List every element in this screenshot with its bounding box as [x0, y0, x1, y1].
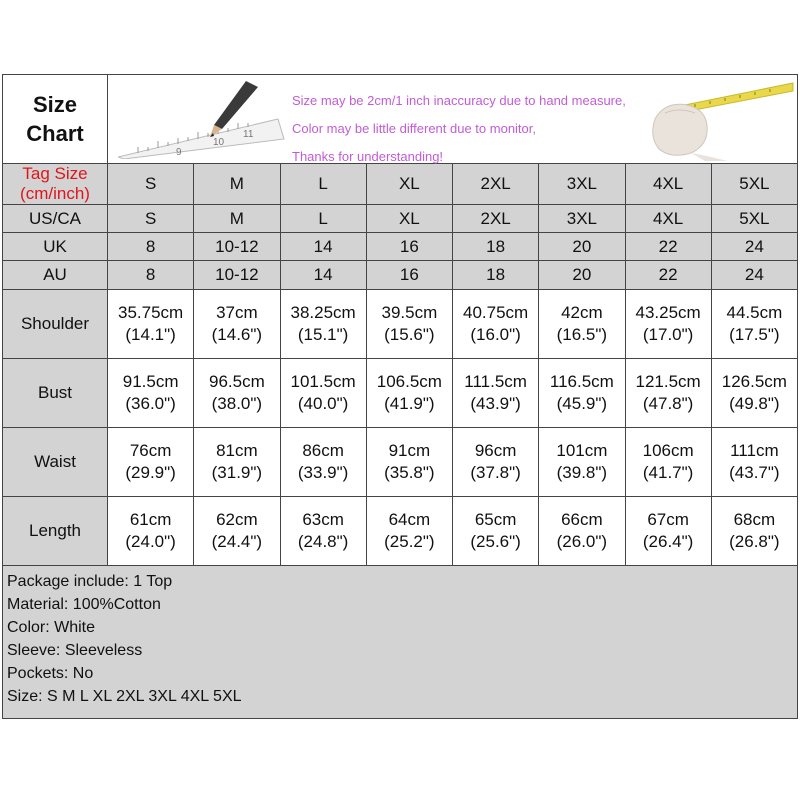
cell: 67cm (26.4")	[625, 497, 711, 566]
cell: XL	[366, 205, 452, 233]
product-info-row	[3, 566, 798, 719]
note-measure: Size may be 2cm/1 inch inaccuracy due to hand measure,	[292, 93, 626, 108]
cell: M	[194, 205, 280, 233]
cell: 10-12	[194, 233, 280, 261]
ruler-mark-9: 9	[176, 147, 182, 158]
row-label-bust: Bust	[3, 359, 108, 428]
cell: 5XL	[711, 205, 797, 233]
cell: 20	[539, 261, 625, 290]
size-col-4xl: 4XL	[625, 164, 711, 205]
cell: 2XL	[453, 205, 539, 233]
size-col-3xl: 3XL	[539, 164, 625, 205]
cell: 18	[453, 261, 539, 290]
cell: 22	[625, 261, 711, 290]
chart-title: Size Chart	[3, 75, 108, 164]
cell: 43.25cm (17.0")	[625, 290, 711, 359]
size-chart	[2, 74, 798, 719]
cell: 3XL	[539, 205, 625, 233]
cell: 40.75cm (16.0")	[453, 290, 539, 359]
cell: 20	[539, 233, 625, 261]
cell: 76cm (29.9")	[108, 428, 194, 497]
cell: 66cm (26.0")	[539, 497, 625, 566]
measuring-tape-hand-illustration	[635, 79, 795, 161]
size-col-s: S	[108, 164, 194, 205]
cell: 65cm (25.6")	[453, 497, 539, 566]
tag-size-label: Tag Size (cm/inch)	[3, 164, 108, 205]
row-label-us-ca: US/CA	[3, 205, 108, 233]
cell: 106cm (41.7")	[625, 428, 711, 497]
cell: L	[280, 205, 366, 233]
cell: 91cm (35.8")	[366, 428, 452, 497]
note-thanks: Thanks for understanding!	[292, 149, 444, 164]
size-table	[2, 74, 798, 719]
cell: 42cm (16.5")	[539, 290, 625, 359]
info-package: Package include: 1 Top	[7, 573, 173, 590]
info-color: Color: White	[7, 619, 96, 636]
cell: 91.5cm (36.0")	[108, 359, 194, 428]
cell: 4XL	[625, 205, 711, 233]
row-label-uk: UK	[3, 233, 108, 261]
cell: 62cm (24.4")	[194, 497, 280, 566]
table-row	[3, 261, 798, 290]
ruler-pencil-illustration	[118, 79, 288, 159]
table-row	[3, 233, 798, 261]
cell: 96.5cm (38.0")	[194, 359, 280, 428]
disclaimer-notes	[292, 87, 626, 171]
cell: 14	[280, 233, 366, 261]
row-label-au: AU	[3, 261, 108, 290]
size-col-xl: XL	[366, 164, 452, 205]
cell: 81cm (31.9")	[194, 428, 280, 497]
table-row	[3, 205, 798, 233]
header-row	[3, 75, 798, 164]
cell: 68cm (26.8")	[711, 497, 797, 566]
ruler-mark-11: 11	[243, 129, 254, 140]
cell: 16	[366, 261, 452, 290]
info-sleeve: Sleeve: Sleeveless	[7, 642, 143, 659]
cell: 8	[108, 233, 194, 261]
cell: 116.5cm (45.9")	[539, 359, 625, 428]
table-row	[3, 359, 798, 428]
cell: 14	[280, 261, 366, 290]
cell: 111cm (43.7")	[711, 428, 797, 497]
ruler-mark-10: 10	[213, 137, 225, 148]
cell: 22	[625, 233, 711, 261]
cell: 64cm (25.2")	[366, 497, 452, 566]
cell: 63cm (24.8")	[280, 497, 366, 566]
product-info	[3, 566, 798, 719]
table-row	[3, 290, 798, 359]
cell: 24	[711, 233, 797, 261]
row-label-length: Length	[3, 497, 108, 566]
table-row	[3, 428, 798, 497]
cell: 61cm (24.0")	[108, 497, 194, 566]
size-col-5xl: 5XL	[711, 164, 797, 205]
cell: 18	[453, 233, 539, 261]
cell: 24	[711, 261, 797, 290]
cell: 38.25cm (15.1")	[280, 290, 366, 359]
info-material: Material: 100%Cotton	[7, 596, 161, 613]
cell: 37cm (14.6")	[194, 290, 280, 359]
cell: 101cm (39.8")	[539, 428, 625, 497]
cell: 126.5cm (49.8")	[711, 359, 797, 428]
cell: 35.75cm (14.1")	[108, 290, 194, 359]
cell: 39.5cm (15.6")	[366, 290, 452, 359]
info-pockets: Pockets: No	[7, 665, 94, 682]
banner	[108, 75, 798, 164]
note-color: Color may be little different due to monitor,	[292, 121, 536, 136]
size-col-l: L	[280, 164, 366, 205]
row-label-shoulder: Shoulder	[3, 290, 108, 359]
row-label-waist: Waist	[3, 428, 108, 497]
table-row	[3, 497, 798, 566]
size-col-2xl: 2XL	[453, 164, 539, 205]
cell: 16	[366, 233, 452, 261]
cell: 106.5cm (41.9")	[366, 359, 452, 428]
cell: 44.5cm (17.5")	[711, 290, 797, 359]
cell: 96cm (37.8")	[453, 428, 539, 497]
cell: 10-12	[194, 261, 280, 290]
cell: S	[108, 205, 194, 233]
cell: 101.5cm (40.0")	[280, 359, 366, 428]
cell: 86cm (33.9")	[280, 428, 366, 497]
cell: 8	[108, 261, 194, 290]
size-col-m: M	[194, 164, 280, 205]
cell: 111.5cm (43.9")	[453, 359, 539, 428]
info-sizes: Size: S M L XL 2XL 3XL 4XL 5XL	[7, 688, 242, 705]
cell: 121.5cm (47.8")	[625, 359, 711, 428]
